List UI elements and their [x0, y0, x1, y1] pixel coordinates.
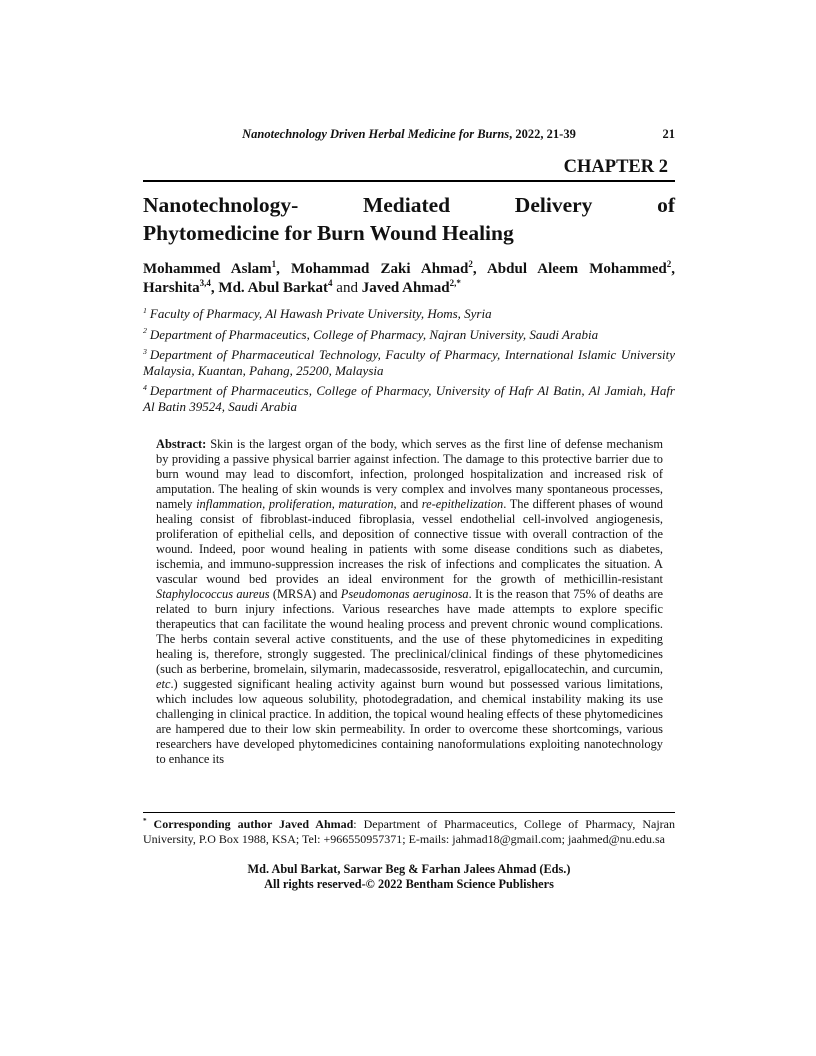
copyright-line: All rights reserved-© 2022 Bentham Science Publishers	[264, 877, 554, 892]
affiliation-number: 2	[143, 326, 147, 336]
running-header-suffix: , 2022, 21-39	[509, 127, 576, 141]
affiliation-item	[143, 347, 675, 378]
page-number: 21	[662, 127, 675, 141]
corresponding-author-footnote: * Corresponding author Javed Ahmad: Department of Pharmaceutics, College of Pharmacy, Najran University, P.O Box 1988, KSA; Tel: +966550957371; E-mails: jahmad18@gmail.com; jaahmed@nu.edu.sa	[143, 817, 675, 846]
authors-line-1: Mohammed Aslam$^1$, Mohammad Zaki Ahmad$^2$, Abdul Aleem Mohammed$^2$,	[143, 259, 675, 277]
affiliation-number: 3	[143, 346, 147, 356]
footnote-separator	[143, 812, 675, 813]
running-header	[143, 127, 675, 142]
chapter-badge: CHAPTER 2	[563, 157, 668, 177]
editors-line: Md. Abul Barkat, Sarwar Beg & Farhan Jalees Ahmad (Eds.)	[247, 862, 571, 876]
chapter-title-line-2: Phytomedicine for Burn Wound Healing	[143, 220, 514, 245]
publisher-footer	[143, 862, 675, 892]
affiliation-text: Department of Pharmaceutical Technology, Faculty of Pharmacy, International Islamic University Malaysia, Kuantan, Pahang, 25200, Malaysia	[143, 347, 675, 378]
running-header-book-title: Nanotechnology Driven Herbal Medicine for Burns	[242, 127, 510, 141]
affiliation-text: Faculty of Pharmacy, Al Hawash Private University, Homs, Syria	[149, 306, 492, 321]
affiliations-list	[143, 306, 675, 419]
affiliation-text: Department of Pharmaceutics, College of Pharmacy, Najran University, Saudi Arabia	[149, 326, 599, 342]
affiliation-item	[143, 306, 675, 322]
chapter-header-rule	[143, 155, 675, 182]
authors-line-2: Harshita$^{3,4}$, Md. Abul Barkat$^4$ and Javed Ahmad$^{2,*}$	[143, 277, 461, 296]
authors-block	[143, 260, 675, 297]
affiliation-item	[143, 383, 675, 414]
affiliation-item	[143, 327, 675, 343]
chapter-title	[143, 192, 675, 247]
chapter-title-line-1: Nanotechnology- Mediated Delivery of	[143, 193, 675, 217]
affiliation-text: Department of Pharmaceutics, College of Pharmacy, University of Hafr Al Batin, Al Jamiah, Hafr Al Batin 39524, Saudi Arabia	[143, 383, 675, 414]
affiliation-number: 4	[143, 382, 147, 392]
abstract-paragraph: Abstract: Skin is the largest organ of the body, which serves as the first line of defense mechanism by providing a passive physical barrier against infection. The damage to this protective barrier due to burn wound may lead to discomfort, infection, prolonged hospitalization and increased risk of amputation. The healing of skin wounds is very complex and involves many spontaneous processes, namely inflammation, proliferation, maturation, and re-epithelization. The different phases of wound healing consist of fibroblast-induced fibroplasia, vessel endothelial cell-involved angiogenesis, proliferation of epithelial cells, and deposition of connective tissue with overall contraction of the wound. Indeed, poor wound healing in patients with some disease conditions such as diabetes, ischemia, and immuno-suppression increases the risk of infections and complicates the situation. A vascular wound bed provides an ideal environment for the growth of methicillin-resistant Staphylococcus aureus (MRSA) and Pseudomonas aeruginosa. It is the reason that 75% of deaths are related to burn injury infections. Various researches have made attempts to explore specific therapeutics that can facilitate the wound healing process and prevent chronic wound complications. The herbs contain several active constituents, and the use of these phytomedicines in expediting healing is, therefore, strongly suggested. The preclinical/clinical findings of these phytomedicines (such as berberine, bromelain, silymarin, madecassoside, resveratrol, epigallocatechin, and curcumin, etc.) suggested significant healing activity against burn wound but possessed various limitations, which includes low aqueous solubility, photodegradation, and chemical instability making its use challenging in clinical practice. In addition, the topical wound healing effects of these phytomedicines are hampered due to their low skin permeability. In order to overcome these shortcomings, various researchers have developed phytomedicines containing nanoformulations exploiting nanotechnology to enhance its	[156, 437, 663, 766]
affiliation-number: 1	[143, 305, 147, 315]
